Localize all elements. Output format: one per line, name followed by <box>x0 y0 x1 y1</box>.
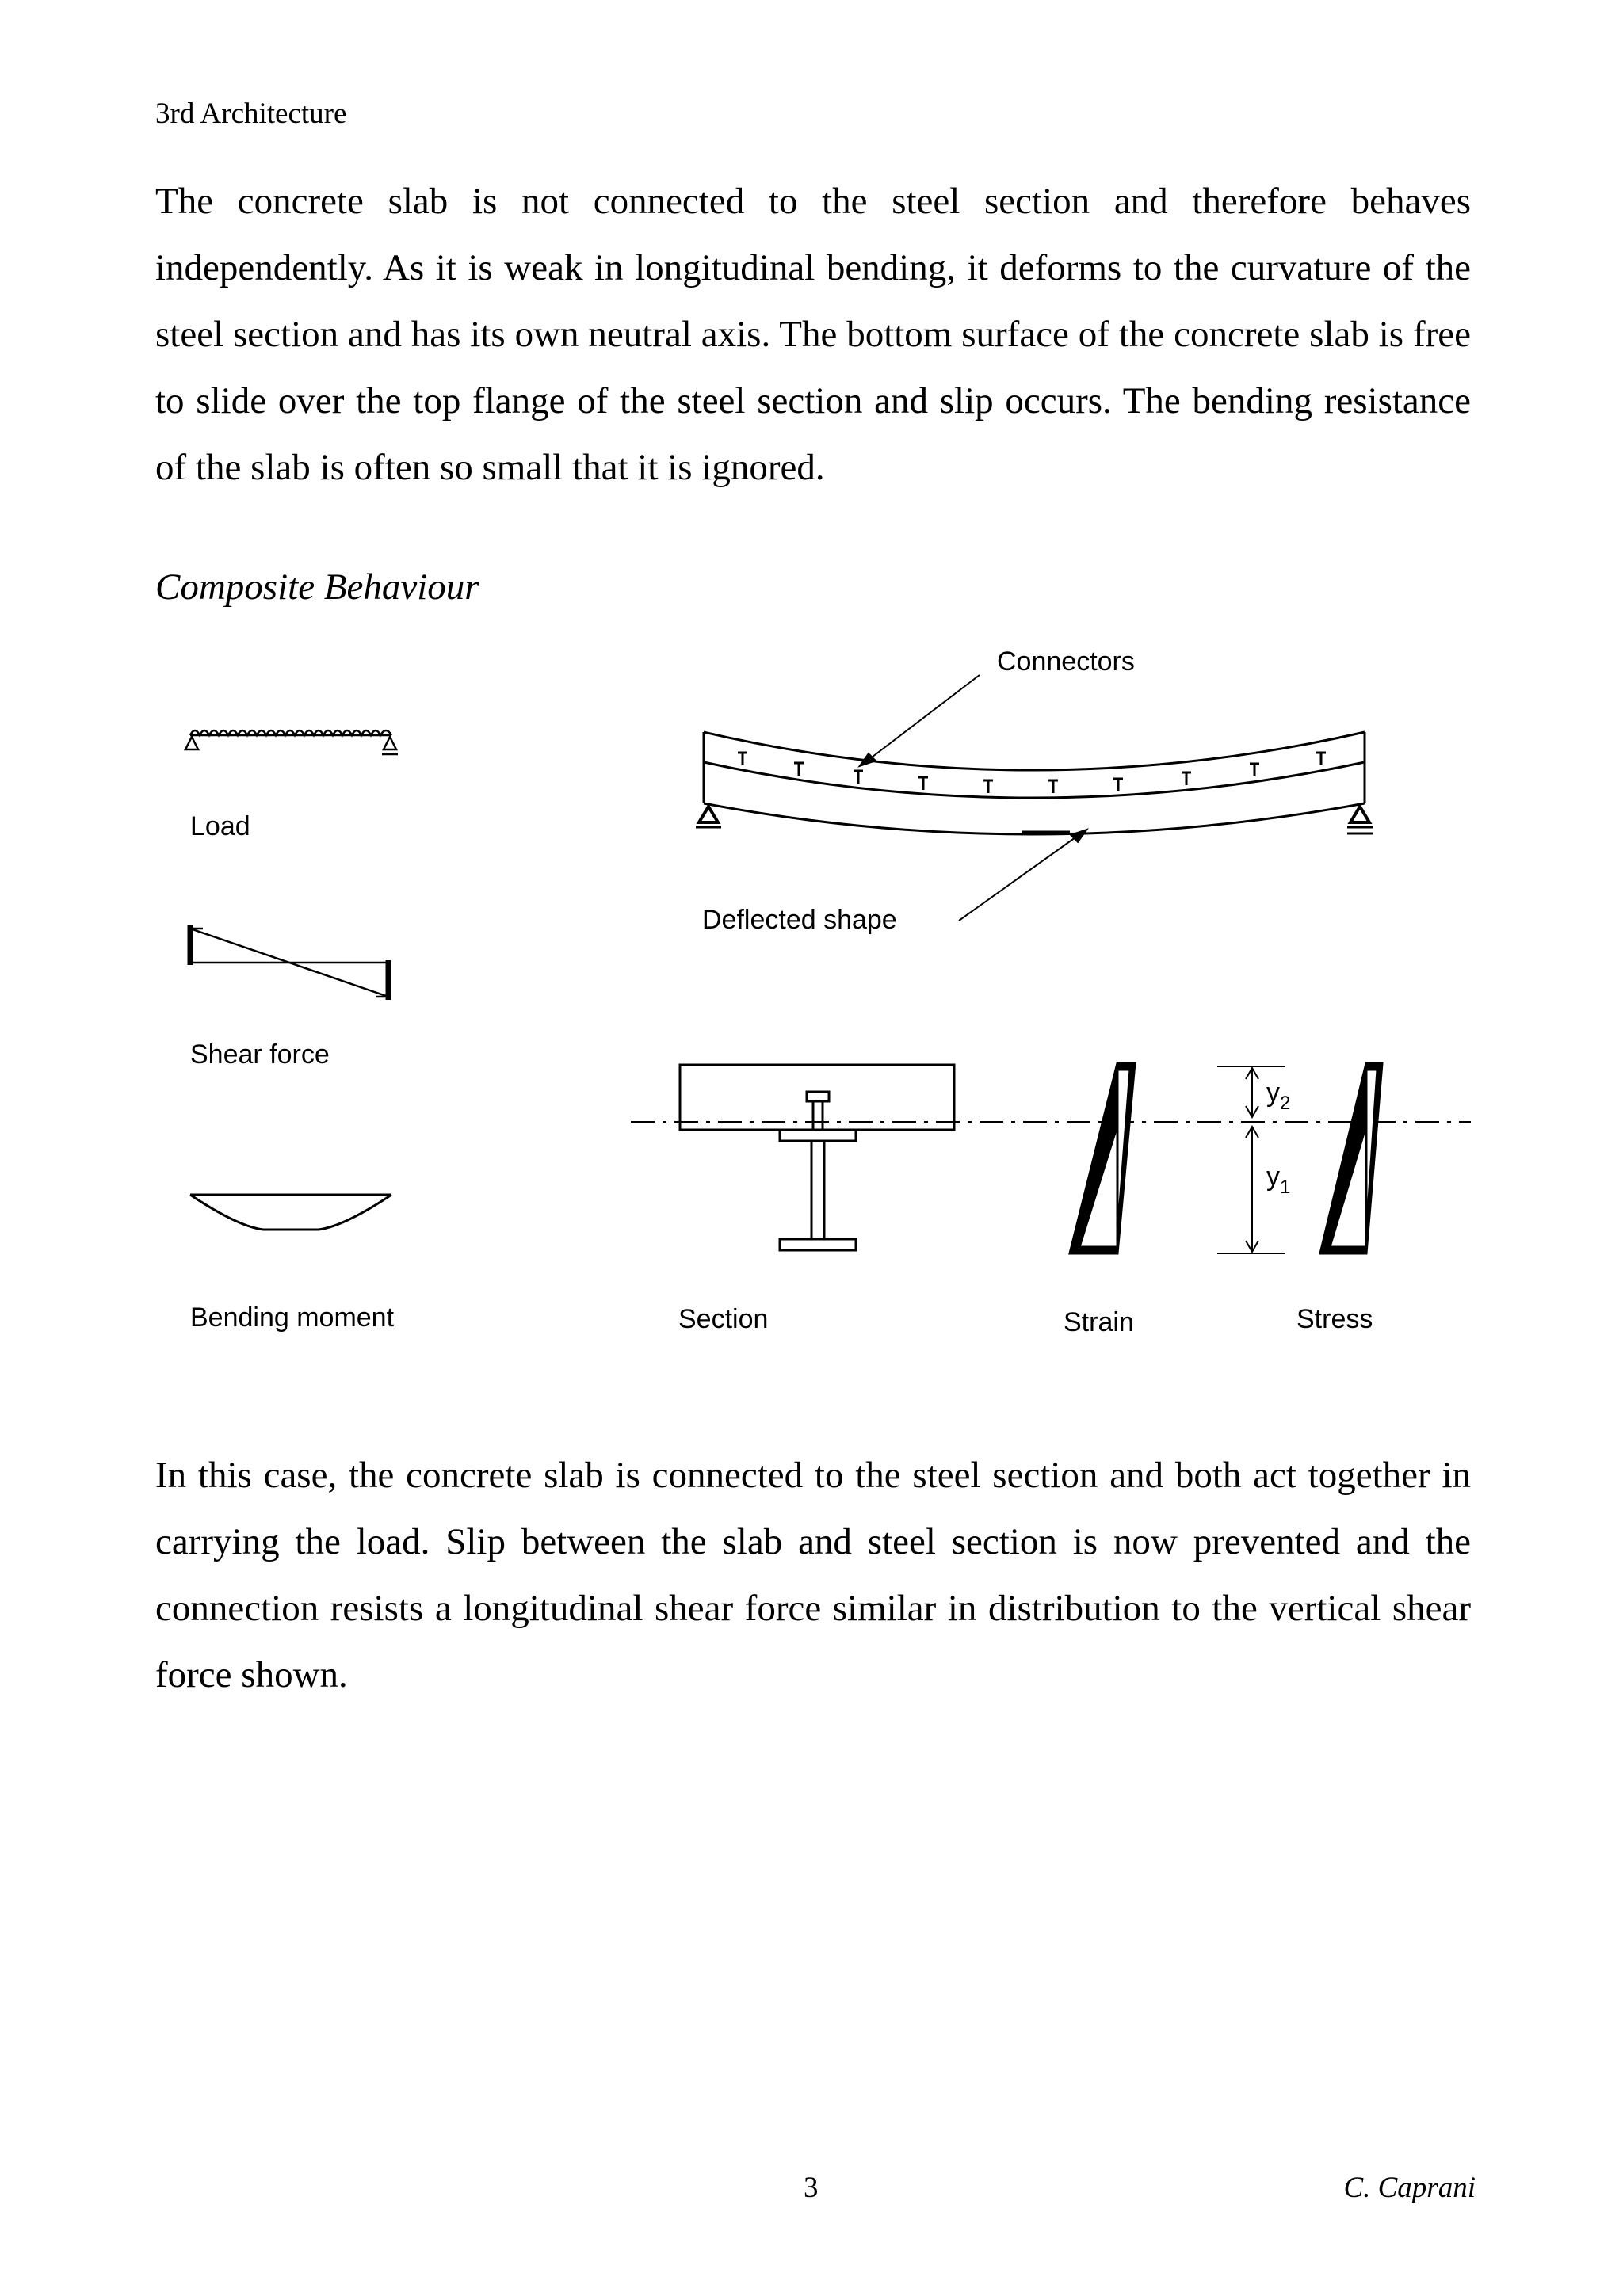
strain-label: Strain <box>1064 1307 1134 1337</box>
page-number: 3 <box>804 2172 819 2204</box>
connectors-label: Connectors <box>997 646 1135 677</box>
paragraph-composite: In this case, the concrete slab is connected to the steel section and both act together in carrying the load. Slip between the slab and steel section is now prevented and the connection resists a longitudinal shear force similar in distribution to the vertical shear force shown. <box>155 1455 1471 1695</box>
running-header: 3rd Architecture <box>155 97 347 130</box>
composite-section-diagram <box>680 1065 954 1250</box>
author-footer: C. Caprani <box>1343 2172 1476 2204</box>
load-diagram <box>185 730 398 754</box>
y1-label: $y_1$ <box>1266 1161 1291 1198</box>
bending-moment-diagram <box>190 1195 391 1230</box>
stress-label: Stress <box>1296 1304 1373 1334</box>
section-label: Section <box>678 1304 769 1334</box>
paragraph-non-composite: The concrete slab is not connected to the steel section and therefore behaves independently. As it is weak in longitudinal bending, it deforms to the curvature of the steel section and has its own neutral axis. The bottom surface of the concrete slab is free to slide over the top flange of the steel section and slip occurs. The bending resistance of the slab is often so small that it is ignored. <box>155 181 1471 488</box>
bending-moment-label: Bending moment <box>190 1302 395 1333</box>
shear-force-label: Shear force <box>190 1039 330 1070</box>
shear-force-diagram <box>190 925 388 1000</box>
strain-diagram <box>1070 1063 1135 1253</box>
y2-label: $y_2$ <box>1266 1077 1291 1114</box>
deflected-beam-diagram <box>696 675 1373 921</box>
load-label: Load <box>190 811 250 841</box>
deflected-shape-label: Deflected shape <box>702 905 897 935</box>
stress-diagram <box>1320 1063 1382 1253</box>
section-subheading: Composite Behaviour <box>155 566 479 608</box>
